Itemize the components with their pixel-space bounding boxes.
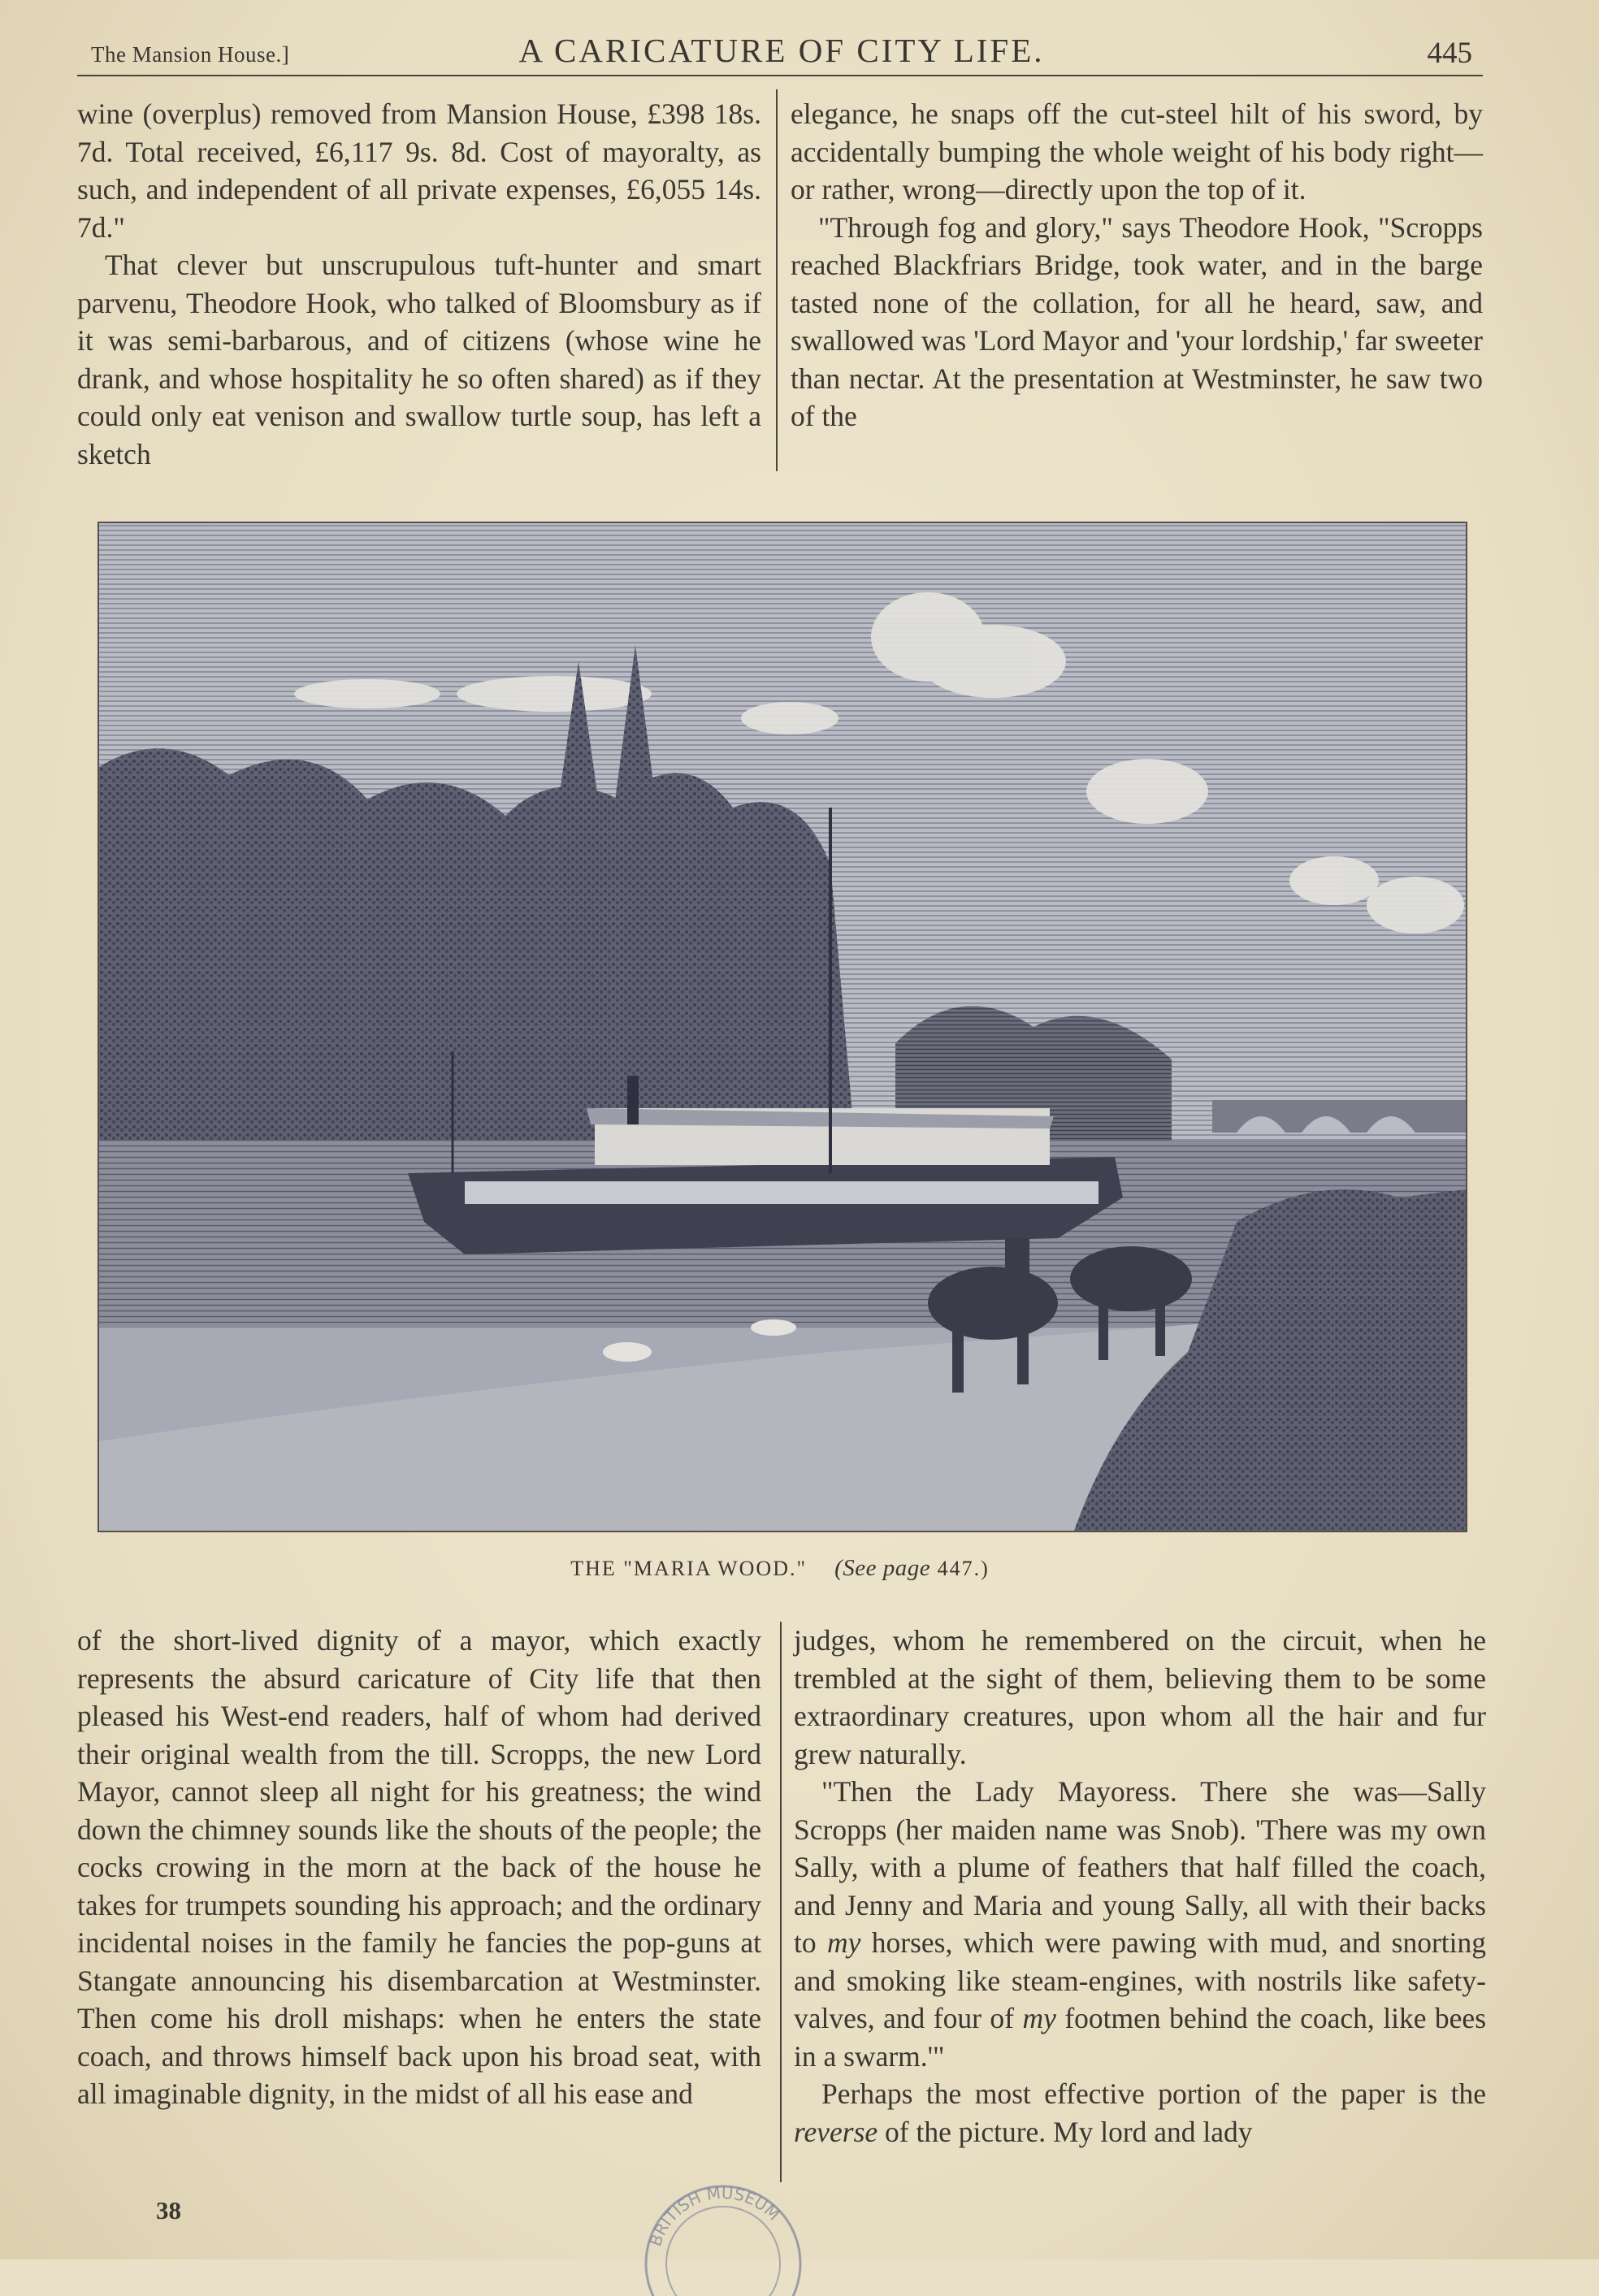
text-run: horses, which were pawing with mud, and snorting and smoking like steam-engines, with nostrils like safety-valves, and four of <box>794 1926 1486 2034</box>
paragraph <box>794 2075 1486 2151</box>
caption-title: THE "MARIA WOOD." <box>570 1557 808 1580</box>
engraving-maria-wood <box>98 522 1467 1532</box>
column-rule-top <box>776 89 778 471</box>
emphasis: my <box>1022 2002 1056 2034</box>
top-left-column <box>77 95 761 473</box>
paragraph: "Through fog and glory," says Theodore Hook, "Scropps reached Blackfriars Bridge, took water, and in the barge tasted none of the collation, for all he heard, saw, and swallowed was 'Lord Mayor and 'your lordship,' far sweeter than nectar. At the presentation at Westminster, he saw two of the <box>791 210 1483 432</box>
text-run: Perhaps the most effective portion of the paper is the <box>821 2077 1486 2110</box>
bottom-left-column <box>77 1622 761 2113</box>
library-stamp <box>626 2174 821 2296</box>
text-run: footmen behind the coach, like bees in a swarm.'" <box>794 2002 1487 2073</box>
emphasis: my <box>827 1926 861 1959</box>
column-rule-bottom <box>780 1622 782 2182</box>
text-run: of the picture. My lord and lady <box>878 2115 1253 2148</box>
top-right-column <box>791 95 1483 435</box>
signature-mark: 38 <box>156 2196 181 2225</box>
paragraph: judges, whom he remembered on the circuit, when he trembled at the sight of them, believing them to be some extraordinary creatures, upon whom all the hair and fur grew naturally. <box>794 1624 1486 1770</box>
caption-see-page: (See page <box>834 1555 931 1581</box>
paragraph: of the short-lived dignity of a mayor, which exactly represents the absurd caricature of City life that then pleased his West-end readers, half of whom had derived their original wealth from the till. Scropps, the new Lord Mayor, cannot sleep all night for his greatness; the wind down the chimney sounds like the shouts of the people; the cocks crowing in the morn at the back of the house he takes for trumpets sounding his approach; and the ordinary incidental noises in the family he fancies the pop-guns at Stangate announcing his disembarcation at Westminster. Then come his droll mishaps: when he enters the state coach, and throws himself back upon his broad seat, with all imaginable dignity, in the midst of all his ease and <box>77 1624 761 2110</box>
paragraph: wine (overplus) removed from Mansion House, £398 18s. 7d. Total received, £6,117 9s. 8d. Cost of mayoralty, as such, and independent of all private expenses, £6,055 14s. 7d." <box>77 97 761 244</box>
figure-caption <box>77 1555 1483 1582</box>
paragraph <box>794 1773 1486 2075</box>
paragraph: That clever but unscrupulous tuft-hunter and smart parvenu, Theodore Hook, who talked of Bloomsbury as if it was semi-barbarous, and of citizens (whose wine he drank, and whose hospitality he so often shared) as if they could only eat venison and swallow turtle soup, has left a sketch <box>77 249 761 470</box>
running-head-title: A CARICATURE OF CITY LIFE. <box>518 32 1045 69</box>
engraving-illustration <box>99 523 1466 1531</box>
caption-page-ref: 447.) <box>937 1557 990 1580</box>
running-head-section: The Mansion House.] <box>91 42 290 67</box>
emphasis: reverse <box>794 2115 878 2148</box>
running-head <box>91 31 1472 75</box>
svg-text:BRITISH MUSEUM: BRITISH MUSEUM <box>645 2182 784 2249</box>
text-run: "Then the Lady Mayoress. There she was—Sally Scropps (her maiden name was Snob). 'There was my own Sally, with a plume of feathers that half filled the coach, and Jenny and Maria and young Sally, all with their backs to <box>794 1775 1486 1959</box>
bottom-right-column <box>794 1622 1486 2151</box>
paragraph: elegance, he snaps off the cut-steel hilt of his sword, by accidentally bumping the whole weight of his body right—or rather, wrong—directly upon the top of it. <box>791 97 1483 206</box>
header-rule <box>77 75 1483 76</box>
page-number: 445 <box>1427 37 1472 70</box>
